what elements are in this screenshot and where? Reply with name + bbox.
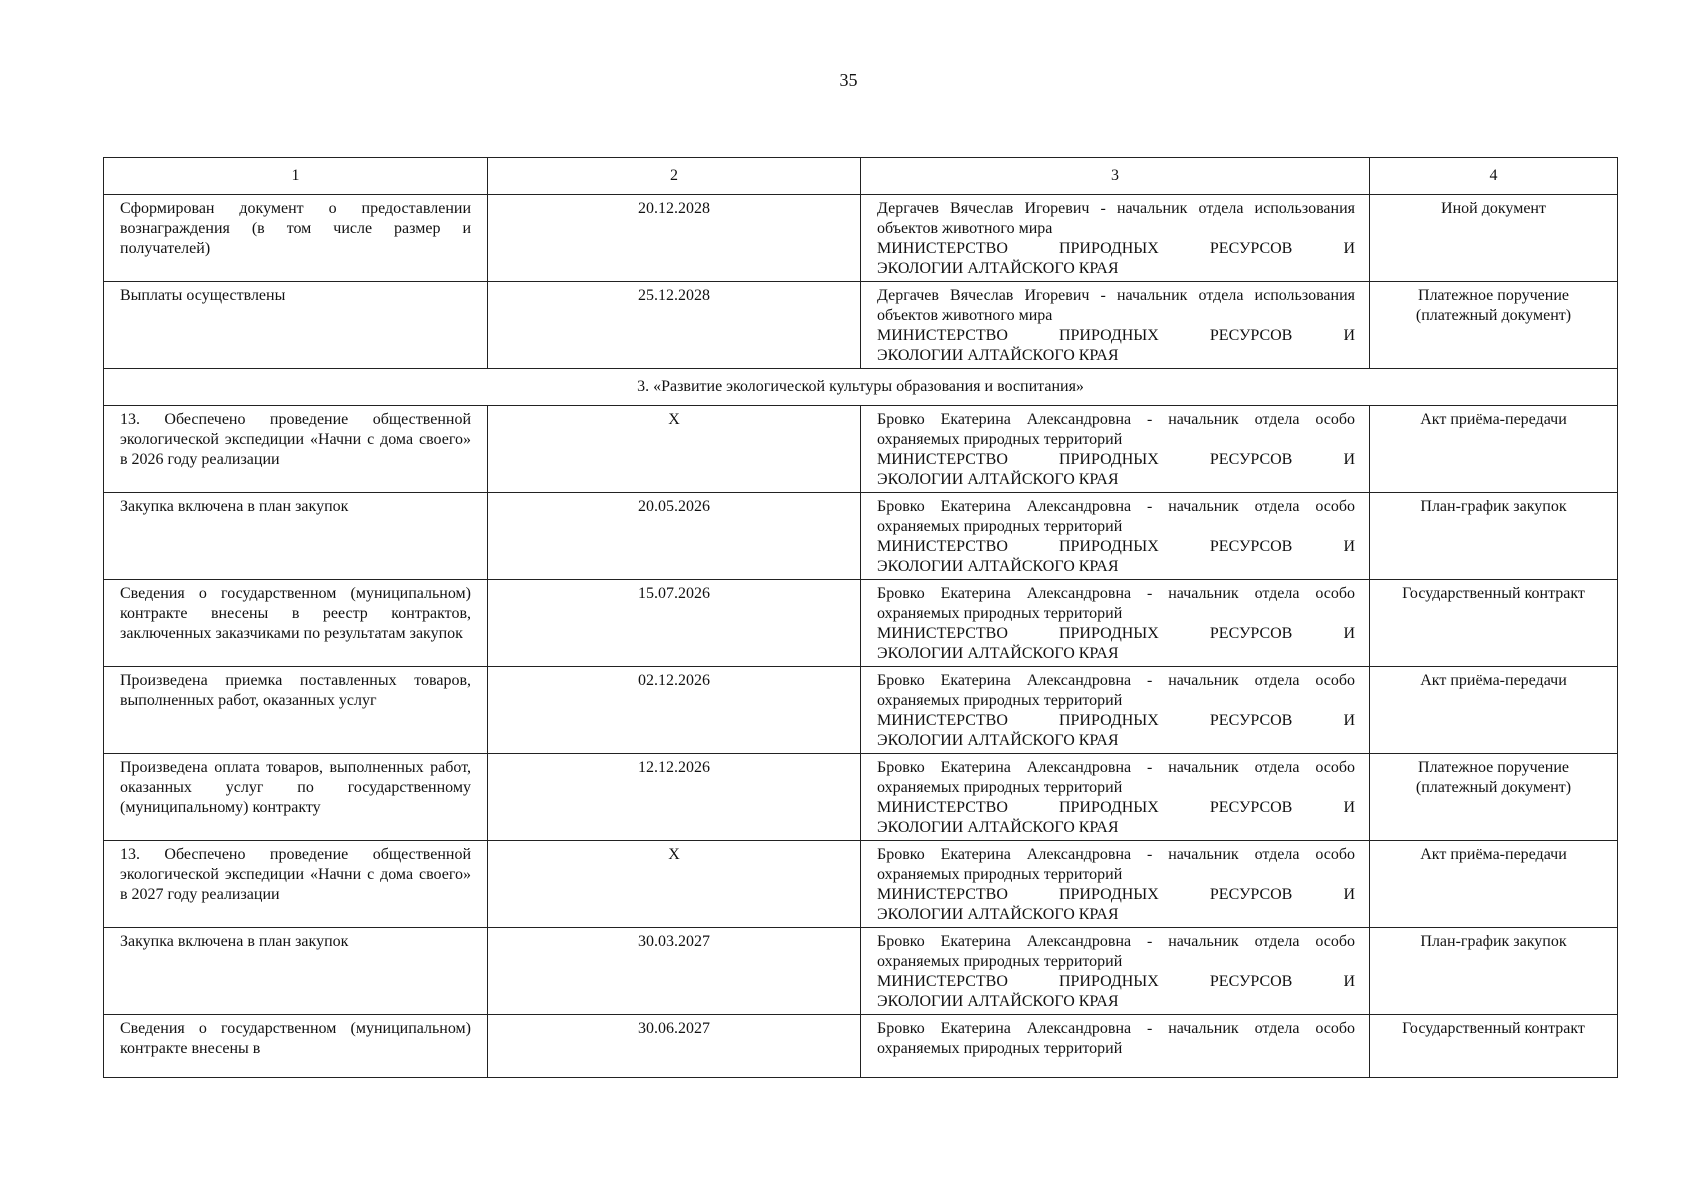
column-header-2: 2 (488, 158, 861, 195)
date-cell: 30.03.2027 (488, 928, 861, 1015)
table-row (104, 195, 1618, 282)
description-cell (104, 282, 488, 369)
document-cell: Платежное поручение (платежный документ) (1370, 754, 1618, 841)
date-cell: 12.12.2026 (488, 754, 861, 841)
table-header-row (104, 158, 1618, 195)
ministry-name-line1: МИНИСТЕРСТВО ПРИРОДНЫХ РЕСУРСОВ И (877, 625, 1355, 642)
date-cell: 02.12.2026 (488, 667, 861, 754)
section-row (104, 369, 1618, 406)
ministry-name-line2: ЭКОЛОГИИ АЛТАЙСКОГО КРАЯ (877, 993, 1119, 1010)
ministry-name-line2: ЭКОЛОГИИ АЛТАЙСКОГО КРАЯ (877, 347, 1119, 364)
responsible-person: Бровко Екатерина Александровна - начальник отдела особо охраняемых природных территорий (877, 498, 1355, 535)
description-text: 13. Обеспечено проведение общественной экологической экспедиции «Начни с дома своего» в 2027 году реализации (120, 846, 471, 903)
responsible-person: Бровко Екатерина Александровна - начальник отдела особо охраняемых природных территорий (877, 759, 1355, 796)
description-cell (104, 841, 488, 928)
responsible-cell (861, 493, 1370, 580)
description-text: Сведения о государственном (муниципальном) контракте внесены в реестр контрактов, заключенных заказчиками по результатам закупок (120, 585, 471, 642)
document-cell: Акт приёма-передачи (1370, 841, 1618, 928)
ministry-name-line1: МИНИСТЕРСТВО ПРИРОДНЫХ РЕСУРСОВ И (877, 712, 1355, 729)
document-cell: Акт приёма-передачи (1370, 667, 1618, 754)
ministry-name-line1: МИНИСТЕРСТВО ПРИРОДНЫХ РЕСУРСОВ И (877, 973, 1355, 990)
responsible-person: Бровко Екатерина Александровна - начальник отдела особо охраняемых природных территорий (877, 846, 1355, 883)
responsible-cell (861, 282, 1370, 369)
ministry-name-line1: МИНИСТЕРСТВО ПРИРОДНЫХ РЕСУРСОВ И (877, 451, 1355, 468)
ministry-name-line1: МИНИСТЕРСТВО ПРИРОДНЫХ РЕСУРСОВ И (877, 538, 1355, 555)
table-row (104, 406, 1618, 493)
document-cell: План-график закупок (1370, 928, 1618, 1015)
responsible-person: Бровко Екатерина Александровна - начальник отдела особо охраняемых природных территорий (877, 1020, 1355, 1057)
description-text: Выплаты осуществлены (120, 287, 286, 304)
description-text: 13. Обеспечено проведение общественной экологической экспедиции «Начни с дома своего» в 2026 году реализации (120, 411, 471, 468)
description-text: Сформирован документ о предоставлении вознаграждения (в том числе размер и получателей) (120, 200, 471, 257)
description-cell (104, 493, 488, 580)
table-row (104, 1015, 1618, 1078)
document-cell: Иной документ (1370, 195, 1618, 282)
responsible-cell (861, 928, 1370, 1015)
date-cell: 30.06.2027 (488, 1015, 861, 1078)
table-row (104, 754, 1618, 841)
responsible-person: Бровко Екатерина Александровна - начальник отдела особо охраняемых природных территорий (877, 585, 1355, 622)
column-header-1: 1 (104, 158, 488, 195)
date-cell: X (488, 406, 861, 493)
control-points-table (103, 157, 1618, 1078)
description-text: Произведена оплата товаров, выполненных работ, оказанных услуг по государственному (муниципальному) контракту (120, 759, 471, 816)
section-title: 3. «Развитие экологической культуры образования и воспитания» (104, 369, 1618, 406)
description-cell (104, 928, 488, 1015)
table-row (104, 493, 1618, 580)
table-row (104, 282, 1618, 369)
ministry-name-line2: ЭКОЛОГИИ АЛТАЙСКОГО КРАЯ (877, 558, 1119, 575)
ministry-name-line2: ЭКОЛОГИИ АЛТАЙСКОГО КРАЯ (877, 906, 1119, 923)
responsible-person: Бровко Екатерина Александровна - начальник отдела особо охраняемых природных территорий (877, 672, 1355, 709)
description-text: Произведена приемка поставленных товаров, выполненных работ, оказанных услуг (120, 672, 471, 709)
ministry-name-line2: ЭКОЛОГИИ АЛТАЙСКОГО КРАЯ (877, 471, 1119, 488)
date-cell: 25.12.2028 (488, 282, 861, 369)
ministry-name-line1: МИНИСТЕРСТВО ПРИРОДНЫХ РЕСУРСОВ И (877, 327, 1355, 344)
document-cell: План-график закупок (1370, 493, 1618, 580)
responsible-cell (861, 406, 1370, 493)
column-header-4: 4 (1370, 158, 1618, 195)
responsible-person: Бровко Екатерина Александровна - начальник отдела особо охраняемых природных территорий (877, 933, 1355, 970)
ministry-name-line2: ЭКОЛОГИИ АЛТАЙСКОГО КРАЯ (877, 819, 1119, 836)
description-cell (104, 754, 488, 841)
responsible-cell (861, 667, 1370, 754)
table-row (104, 928, 1618, 1015)
ministry-name-line1: МИНИСТЕРСТВО ПРИРОДНЫХ РЕСУРСОВ И (877, 886, 1355, 903)
date-cell: 20.05.2026 (488, 493, 861, 580)
document-cell: Акт приёма-передачи (1370, 406, 1618, 493)
page-number: 35 (839, 70, 858, 90)
date-cell: 15.07.2026 (488, 580, 861, 667)
column-header-3: 3 (861, 158, 1370, 195)
date-cell: 20.12.2028 (488, 195, 861, 282)
date-cell: X (488, 841, 861, 928)
description-cell (104, 1015, 488, 1078)
responsible-person: Бровко Екатерина Александровна - начальник отдела особо охраняемых природных территорий (877, 411, 1355, 448)
responsible-cell (861, 195, 1370, 282)
description-cell (104, 667, 488, 754)
description-text: Закупка включена в план закупок (120, 933, 349, 950)
responsible-cell (861, 1015, 1370, 1078)
document-cell: Государственный контракт (1370, 580, 1618, 667)
description-cell (104, 406, 488, 493)
ministry-name-line2: ЭКОЛОГИИ АЛТАЙСКОГО КРАЯ (877, 732, 1119, 749)
responsible-cell (861, 580, 1370, 667)
ministry-name-line2: ЭКОЛОГИИ АЛТАЙСКОГО КРАЯ (877, 645, 1119, 662)
table-row (104, 667, 1618, 754)
description-text: Закупка включена в план закупок (120, 498, 349, 515)
table-row (104, 580, 1618, 667)
responsible-person: Дергачев Вячеслав Игоревич - начальник отдела использования объектов животного мира (877, 287, 1355, 324)
description-cell (104, 580, 488, 667)
ministry-name-line1: МИНИСТЕРСТВО ПРИРОДНЫХ РЕСУРСОВ И (877, 240, 1355, 257)
ministry-name-line2: ЭКОЛОГИИ АЛТАЙСКОГО КРАЯ (877, 260, 1119, 277)
document-cell: Платежное поручение (платежный документ) (1370, 282, 1618, 369)
document-cell: Государственный контракт (1370, 1015, 1618, 1078)
responsible-person: Дергачев Вячеслав Игоревич - начальник отдела использования объектов животного мира (877, 200, 1355, 237)
description-cell (104, 195, 488, 282)
description-text: Сведения о государственном (муниципальном) контракте внесены в (120, 1020, 471, 1057)
responsible-cell (861, 754, 1370, 841)
table-row (104, 841, 1618, 928)
responsible-cell (861, 841, 1370, 928)
ministry-name-line1: МИНИСТЕРСТВО ПРИРОДНЫХ РЕСУРСОВ И (877, 799, 1355, 816)
